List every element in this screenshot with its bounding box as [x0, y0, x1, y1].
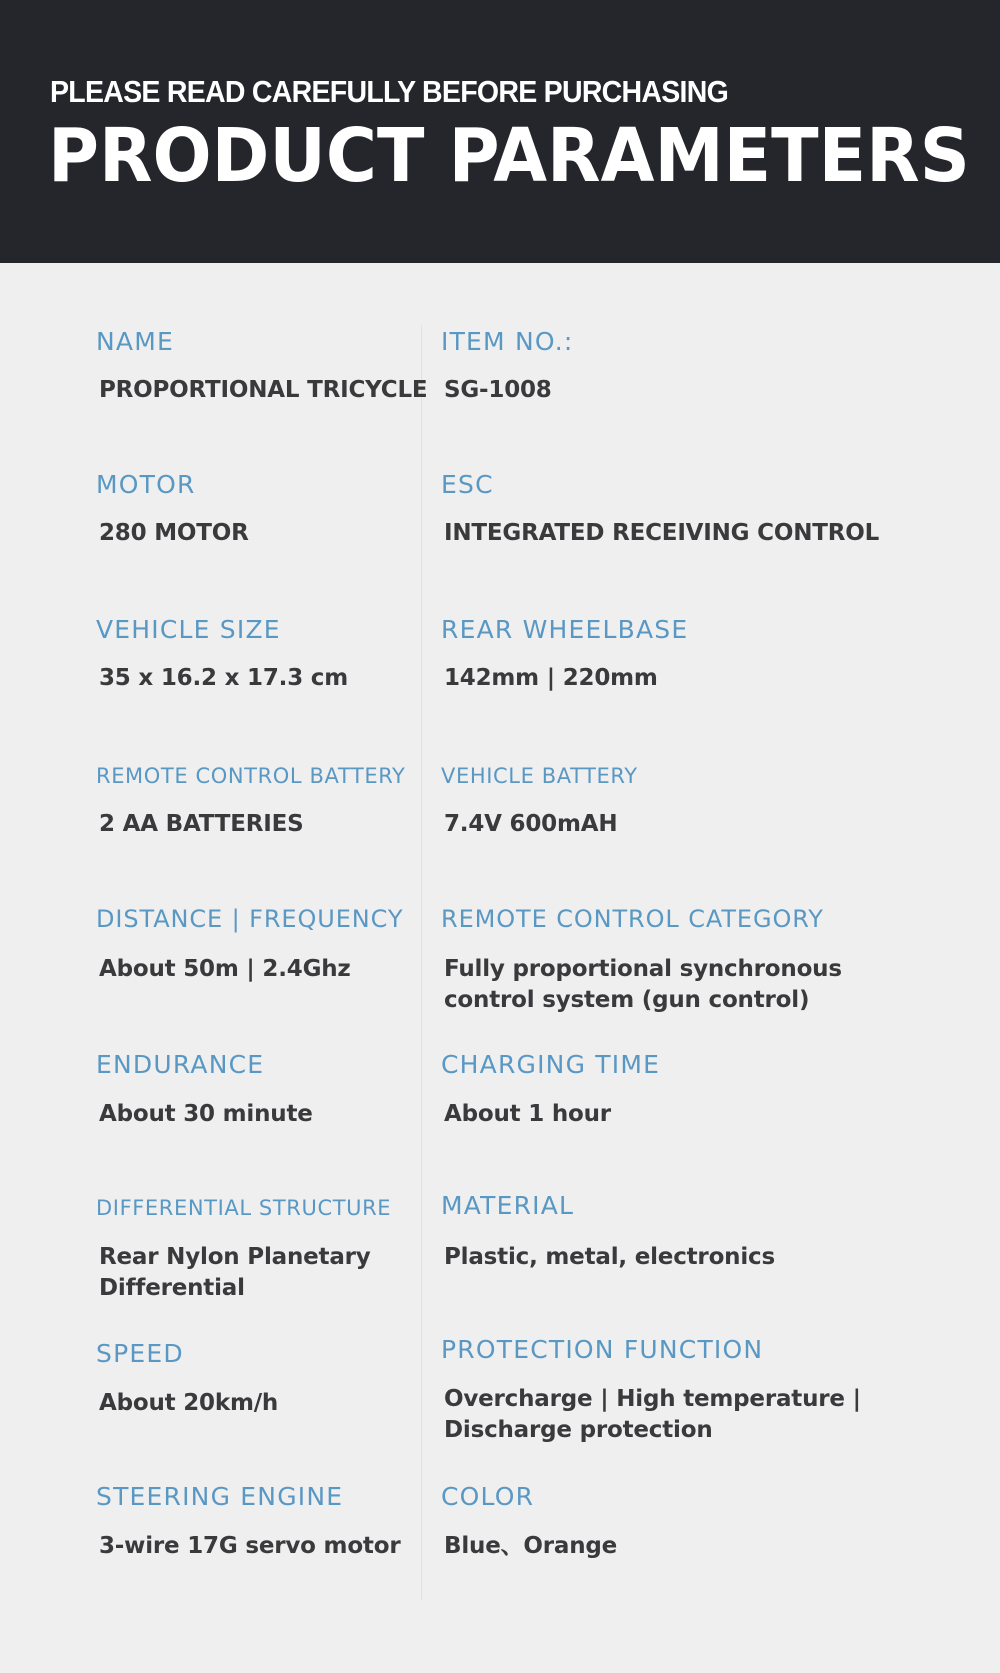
param-value: Fully proportional synchronous control system (gun control) [444, 956, 842, 1013]
param-label: REMOTE CONTROL BATTERY [96, 764, 406, 788]
param-label: REAR WHEELBASE [441, 615, 689, 644]
header-banner [0, 0, 1000, 263]
param-label: VEHICLE SIZE [96, 615, 281, 644]
param-label: REMOTE CONTROL CATEGORY [441, 905, 824, 933]
column-divider [421, 325, 422, 1600]
header-subtitle: PLEASE READ CAREFULLY BEFORE PURCHASING [50, 74, 729, 109]
param-value: Plastic, metal, electronics [444, 1244, 775, 1270]
param-label: DISTANCE | FREQUENCY [96, 905, 404, 933]
param-label: NAME [96, 327, 174, 356]
param-value: INTEGRATED RECEIVING CONTROL [444, 520, 880, 546]
param-value: Overcharge | High temperature | Discharge protection [444, 1386, 861, 1443]
param-label: ENDURANCE [96, 1050, 265, 1079]
param-value: Rear Nylon Planetary Differential [99, 1244, 371, 1301]
param-value: Blue、Orange [444, 1533, 618, 1559]
param-value: About 30 minute [99, 1101, 313, 1127]
param-label: DIFFERENTIAL STRUCTURE [96, 1196, 392, 1220]
param-value: SG-1008 [444, 377, 552, 403]
param-value: 35 x 16.2 x 17.3 cm [99, 665, 349, 691]
param-label: MOTOR [96, 470, 196, 499]
param-label: VEHICLE BATTERY [441, 764, 638, 788]
param-label: PROTECTION FUNCTION [441, 1335, 764, 1364]
param-value: 7.4V 600mAH [444, 811, 618, 837]
param-label: ITEM NO.: [441, 327, 574, 356]
param-label: MATERIAL [441, 1191, 575, 1220]
param-label: SPEED [96, 1339, 184, 1368]
param-value: 142mm | 220mm [444, 665, 658, 691]
param-value: 2 AA BATTERIES [99, 811, 304, 837]
param-label: COLOR [441, 1482, 535, 1511]
param-label: STEERING ENGINE [96, 1482, 344, 1511]
param-value: About 1 hour [444, 1101, 611, 1127]
param-value: About 20km/h [99, 1390, 279, 1416]
param-label: CHARGING TIME [441, 1050, 661, 1079]
param-value: 280 MOTOR [99, 520, 249, 546]
page-title: PRODUCT PARAMETERS [48, 113, 970, 199]
param-value: 3-wire 17G servo motor [99, 1533, 401, 1559]
param-value: About 50m | 2.4Ghz [99, 956, 351, 982]
param-value: PROPORTIONAL TRICYCLE [99, 377, 428, 403]
param-label: ESC [441, 470, 494, 499]
